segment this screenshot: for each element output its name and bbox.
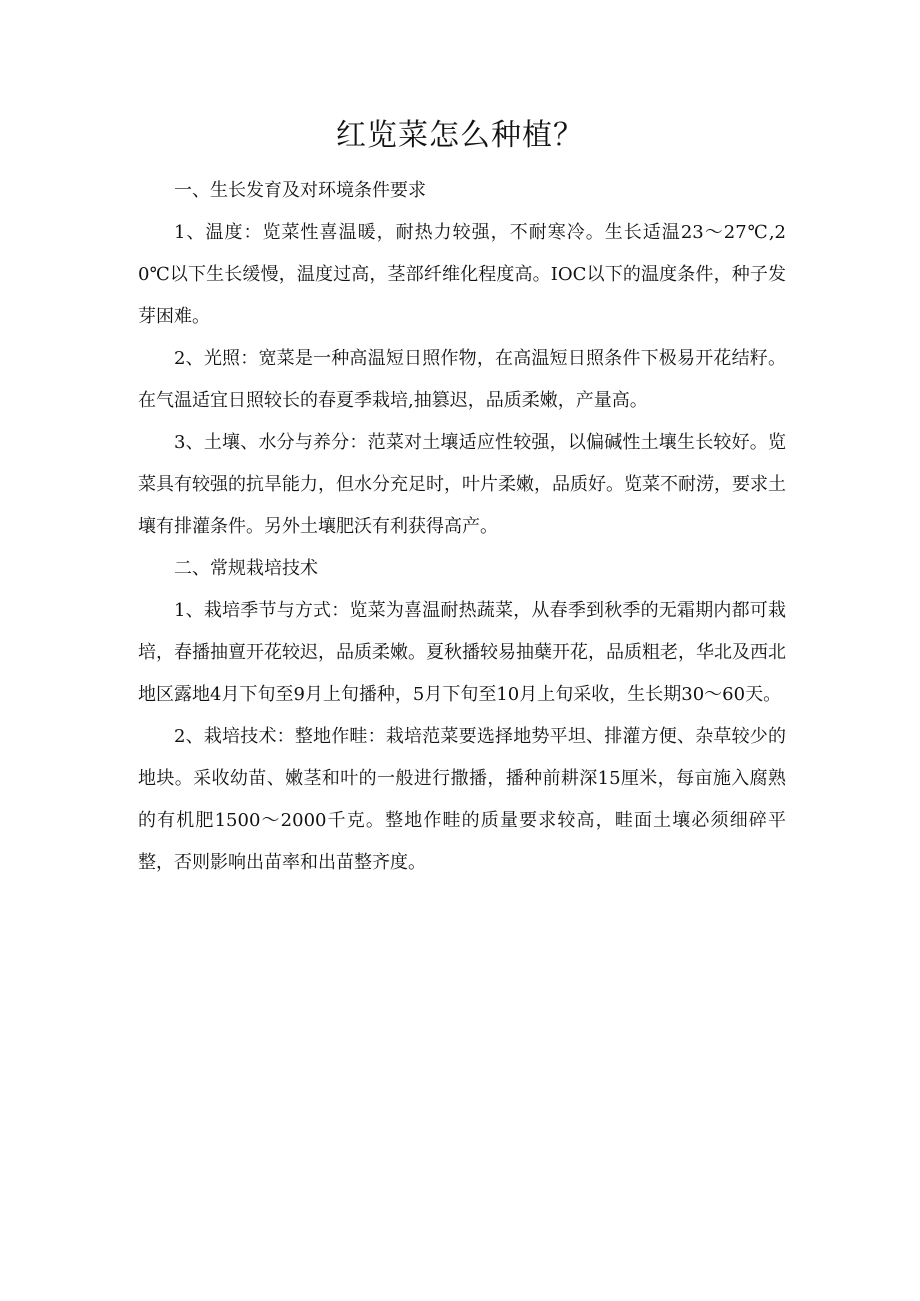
paragraph-technique: 2、栽培技术：整地作畦：栽培范菜要选择地势平坦、排灌方便、杂草较少的地块。采收幼苗、嫩茎和叶的一般进行撒播，播种前耕深15厘米，每亩施入腐熟的有机肥1500～2000千克。整地作畦的质量要求较高，畦面土壤必须细碎平整，否则影响出苗率和出苗整齐度。	[138, 726, 786, 873]
document-title: 红览菜怎么种植？	[336, 118, 584, 153]
paragraph-soil-water: 3、土壤、水分与养分：范菜对土壤适应性较强，以偏碱性土壤生长较好。览菜具有较强的抗旱能力，但水分充足时，叶片柔嫩，品质好。览菜不耐涝，要求土壤有排灌条件。另外土壤肥沃有利获得高产。	[138, 432, 786, 537]
section-heading-cultivation: 二、常规栽培技术	[174, 558, 318, 579]
paragraph-season: 1、栽培季节与方式：览菜为喜温耐热蔬菜，从春季到秋季的无霜期内都可栽培，春播抽亶开花较迟，品质柔嫩。夏秋播较易抽蘖开花，品质粗老，华北及西北地区露地4月下旬至9月上旬播种，5月下旬至10月上旬采收，生长期30～60天。	[138, 600, 786, 705]
paragraph-light: 2、光照：宽菜是一种高温短日照作物，在高温短日照条件下极易开花结籽。在气温适宜日照较长的春夏季栽培,抽篡迟，品质柔嫩，产量高。	[138, 348, 786, 411]
paragraph-temperature: 1、温度：览菜性喜温暖，耐热力较强，不耐寒冷。生长适温23～27℃,20℃以下生长缓慢，温度过高，茎部纤维化程度高。IOC以下的温度条件，种子发芽困难。	[138, 222, 786, 327]
document-body	[138, 170, 786, 884]
section-heading-growth: 一、生长发育及对环境条件要求	[174, 180, 426, 201]
